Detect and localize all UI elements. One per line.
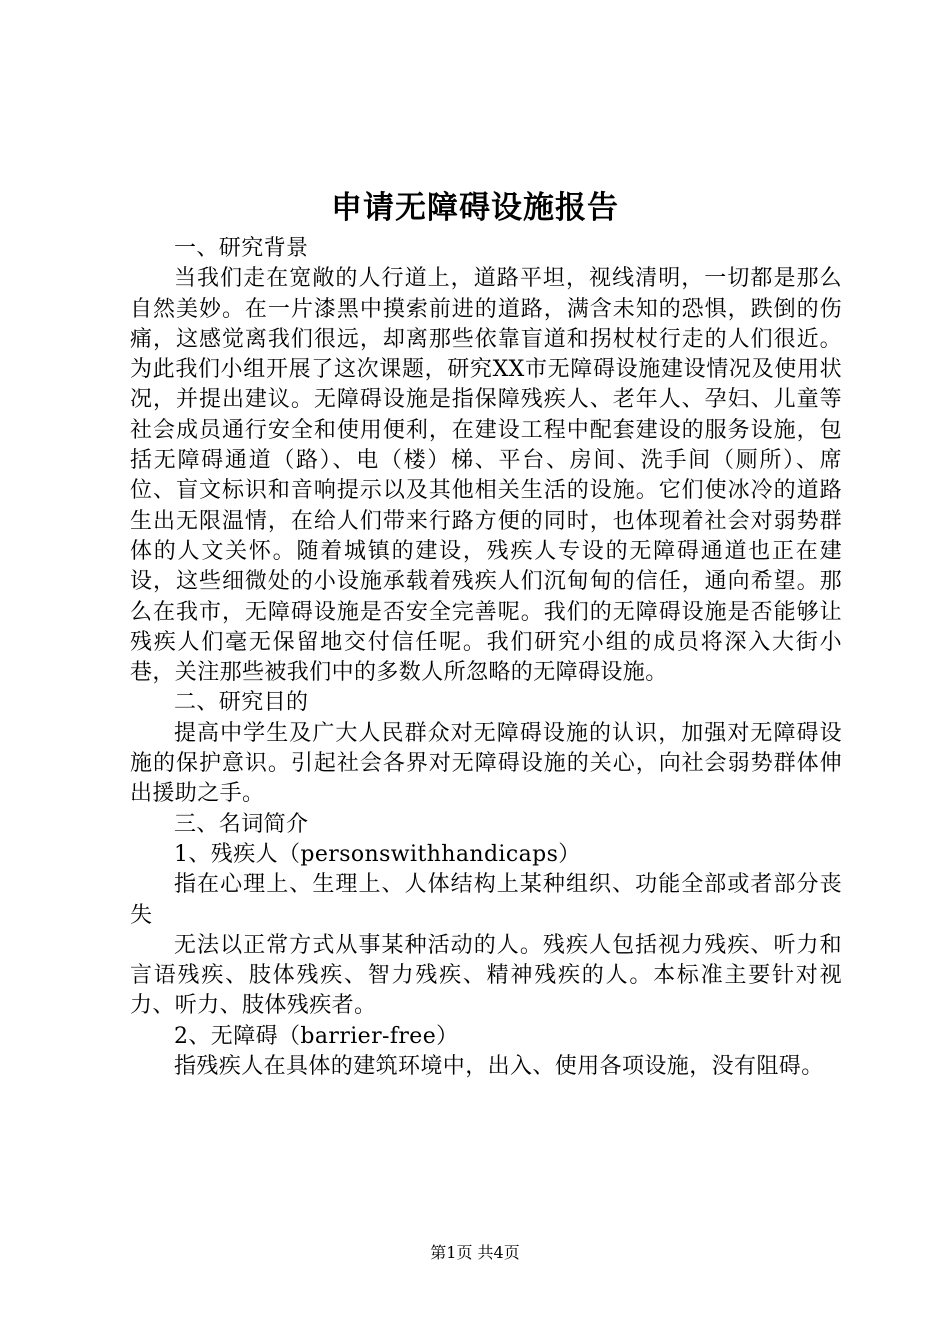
document-body	[130, 234, 842, 1082]
section-heading-terms: 三、名词简介	[174, 811, 309, 837]
paragraph-disabled-definition: 指在心理上、生理上、人体结构上某种组织、功能全部或者部分丧失	[130, 872, 842, 928]
paragraph-purpose: 提高中学生及广大人民群众对无障碍设施的认识，加强对无障碍设施的保护意识。引起社会各界对无障碍设施的关心，向社会弱势群体伸出援助之手。	[130, 720, 842, 807]
page-number-footer: 第1页 共4页	[430, 1243, 520, 1262]
paragraph-disabled-detail: 无法以正常方式从事某种活动的人。残疾人包括视力残疾、听力和言语残疾、肢体残疾、智力残疾、精神残疾的人。本标准主要针对视力、听力、肢体残疾者。	[130, 932, 842, 1019]
term-heading-disabled: 1、残疾人（personswithhandicaps）	[174, 841, 581, 867]
paragraph-background: 当我们走在宽敞的人行道上，道路平坦，视线清明，一切都是那么自然美妙。在一片漆黑中摸索前进的道路，满含未知的恐惧，跌倒的伤痛，这感觉离我们很远，却离那些依靠盲道和拐杖杖行走的人们很近。为此我们小组开展了这次课题，研究XX市无障碍设施建设情况及使用状况，并提出建议。无障碍设施是指保障残疾人、老年人、孕妇、儿童等社会成员通行安全和使用便利，在建设工程中配套建设的服务设施，包括无障碍通道（路）、电（楼）梯、平台、房间、洗手间（厕所）、席位、盲文标识和音响提示以及其他相关生活的设施。它们使冰冷的道路生出无限温情，在给人们带来行路方便的同时，也体现着社会对弱势群体的人文关怀。随着城镇的建设，残疾人专设的无障碍通道也正在建设，这些细微处的小设施承载着残疾人们沉甸甸的信任，通向希望。那么在我市，无障碍设施是否安全完善呢。我们的无障碍设施是否能够让残疾人们毫无保留地交付信任呢。我们研究小组的成员将深入大街小巷，关注那些被我们中的多数人所忽略的无障碍设施。	[130, 266, 842, 686]
section-heading-purpose: 二、研究目的	[174, 690, 309, 716]
term-heading-barrier-free: 2、无障碍（barrier-free）	[174, 1023, 459, 1049]
document-title: 申请无障碍设施报告	[331, 190, 619, 226]
section-heading-background: 一、研究背景	[174, 236, 309, 261]
paragraph-barrier-free-definition: 指残疾人在具体的建筑环境中，出入、使用各项设施，没有阻碍。	[174, 1054, 824, 1080]
